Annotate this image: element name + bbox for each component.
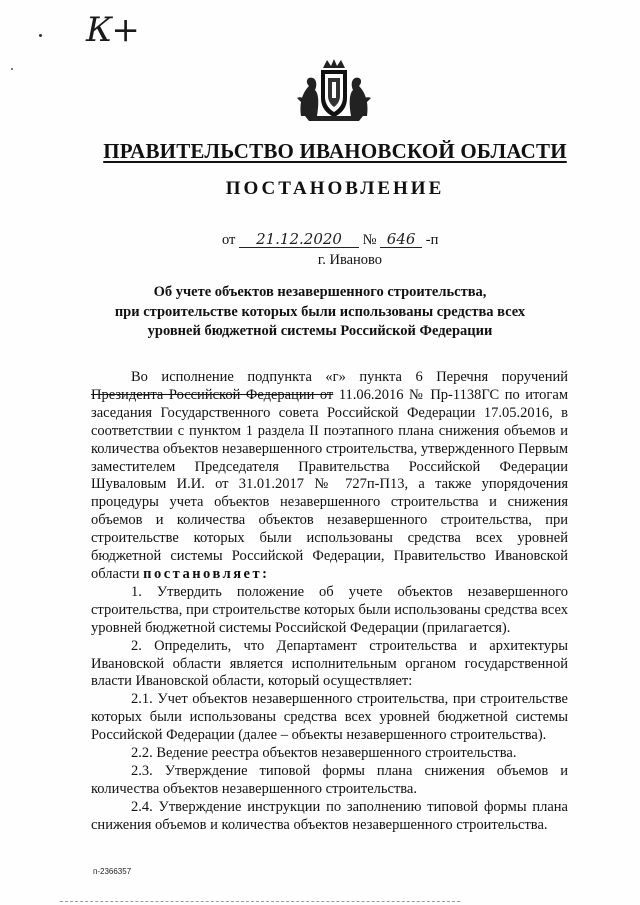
- scan-speck: [39, 34, 42, 37]
- org-title: ПРАВИТЕЛЬСТВО ИВАНОВСКОЙ ОБЛАСТИ: [103, 139, 567, 163]
- document-subject: [90, 283, 550, 342]
- list-item: 2. Определить, что Департамент строительства и архитектуры Ивановской области является исполнительным органом государственной власти Ивановской области, который осуществляет:: [91, 637, 568, 690]
- date-prefix: от: [222, 232, 236, 248]
- document-body: [91, 369, 568, 835]
- city-name: г. Иваново: [317, 252, 383, 268]
- handwritten-mark: К+: [86, 10, 139, 50]
- scan-speck: [11, 68, 13, 70]
- list-item: 2.3. Утверждение типовой формы плана снижения объемов и количества объектов незавершенного строительства.: [91, 762, 568, 797]
- decree-word: постановляет:: [143, 565, 270, 582]
- subject-line: Об учете объектов незавершенного строительства,: [153, 284, 487, 300]
- list-item: 1. Утвердить положение об учете объектов незавершенного строительства, при строительстве которых были использованы средства всех уровней бюджетной системы Российской Федерации (прилагается).: [91, 583, 568, 636]
- footer-code: п-2366357: [93, 867, 132, 876]
- date-number-line: [222, 232, 438, 249]
- coat-of-arms-icon: [295, 58, 373, 122]
- list-item: 2.1. Учет объектов незавершенного строительства, при строительстве которых были использованы средства всех уровней бюджетной системы Российской Федерации (далее – объекты незавершенного строительства).: [91, 691, 568, 744]
- handwritten-number: 646: [380, 232, 422, 248]
- number-suffix: -п: [425, 232, 439, 248]
- scan-artifact: [60, 899, 460, 902]
- handwritten-date: 21.12.2020: [239, 232, 359, 248]
- document-type: ПОСТАНОВЛЕНИЕ: [225, 178, 445, 199]
- struck-text: Президента Российской Федерации от: [91, 386, 334, 403]
- subject-line: при строительстве которых были использованы средства всех: [114, 303, 526, 320]
- number-sign: №: [362, 232, 377, 248]
- list-item: 2.2. Ведение реестра объектов незавершенного строительства.: [131, 745, 517, 762]
- preamble-paragraph: Во исполнение подпункта «г» пункта 6 Перечня поручений Президента Российской Федерации от 11.06.2016 № Пр-1138ГС по итогам заседания Государственного совета Российской Федерации 17.05.2016, в соответствии с пунктом 1 раздела II поэтапного плана снижения объемов и количества объектов незавершенного строительства, утвержденного Первым заместителем Председателя Правительства Российской Федерации Шуваловым И.И. от 31.01.2017 № 727п-П13, а также упорядочения процедуры учета объектов незавершенного строительства и снижения объемов и количества объектов незавершенного строительства, при строительстве которых были использованы средства всех уровней бюджетной системы Российской Федерации, Правительство Ивановской области постановляет:: [91, 369, 568, 582]
- subject-line: уровней бюджетной системы Российской Федерации: [147, 323, 493, 339]
- list-item: 2.4. Утверждение инструкции по заполнению типовой формы плана снижения объемов и количества объектов незавершенного строительства.: [91, 798, 568, 833]
